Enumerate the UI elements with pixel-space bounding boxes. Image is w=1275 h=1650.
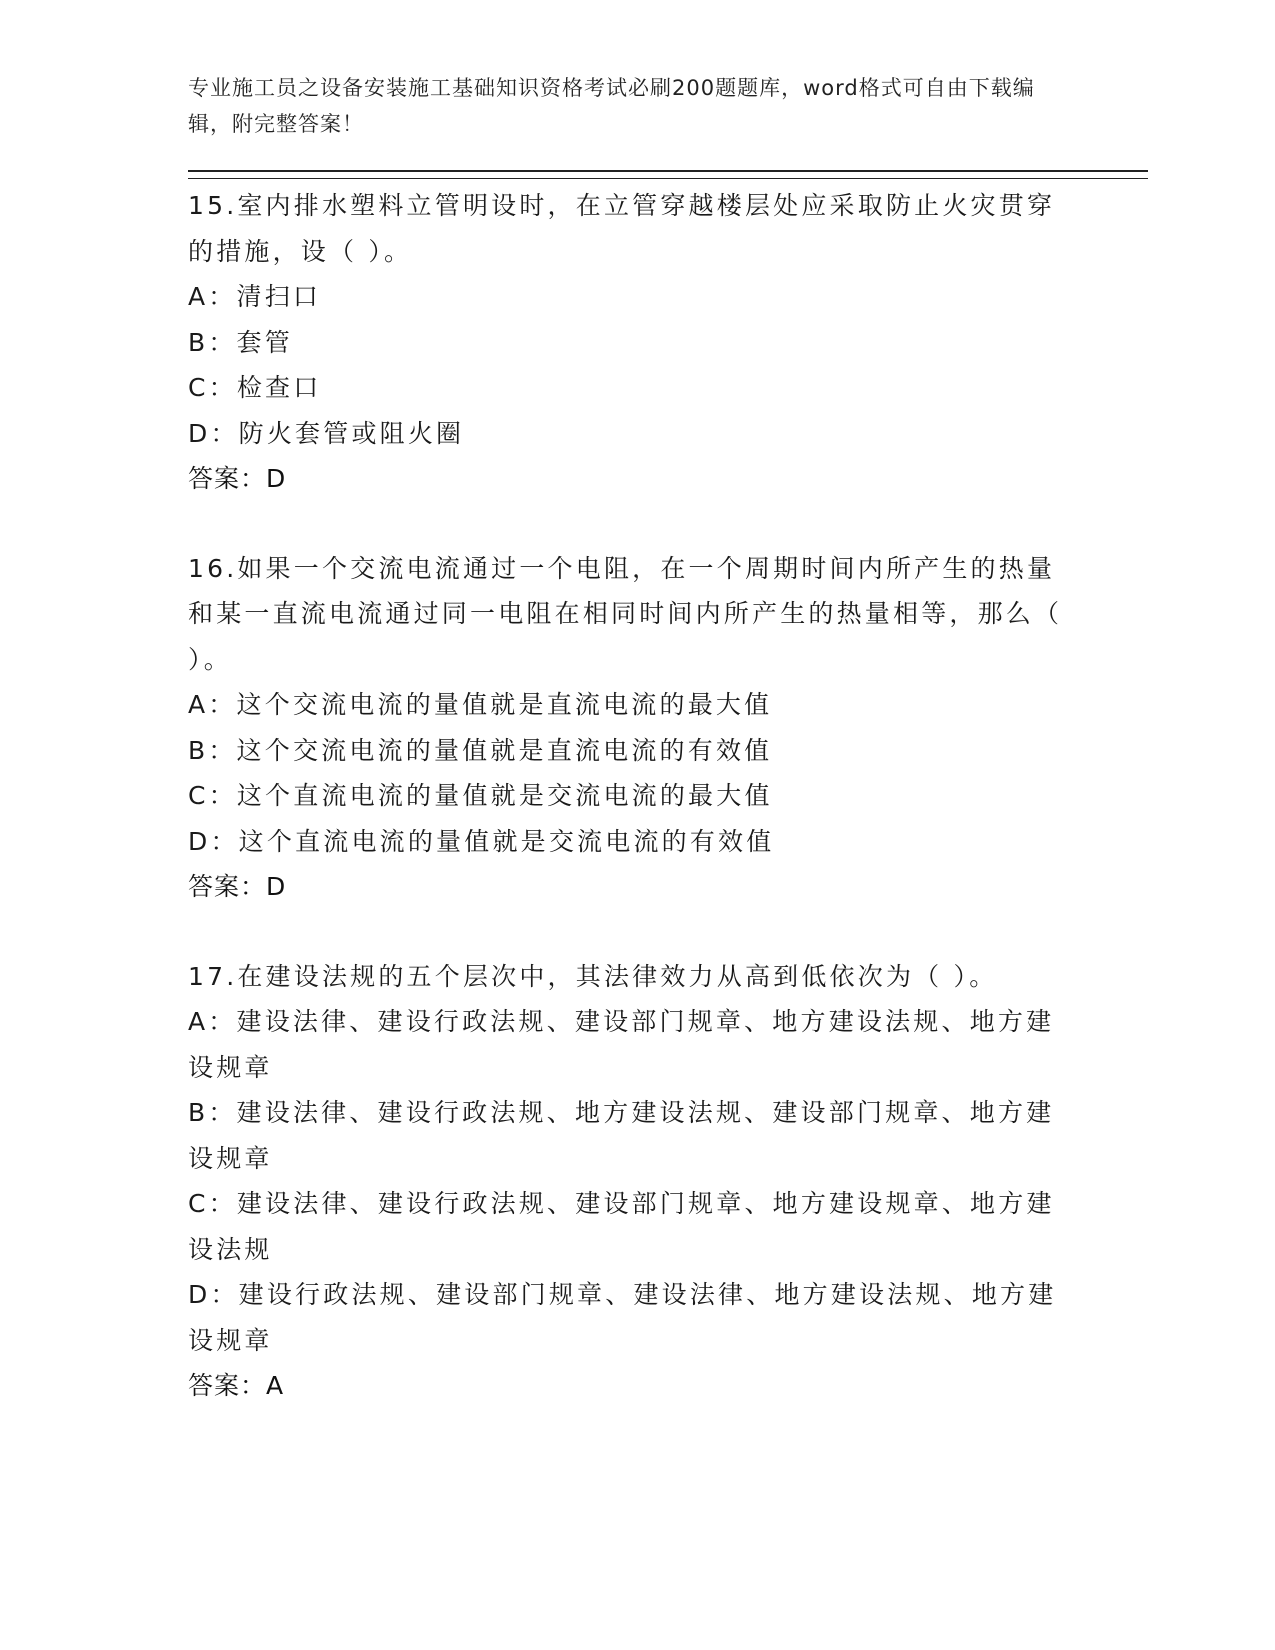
question-list	[188, 183, 1148, 1409]
option-c: C：检查口	[188, 373, 322, 402]
document-page	[188, 70, 1148, 1453]
answer-text: 答案：D	[188, 464, 287, 493]
option-d: D：这个直流电流的量值就是交流电流的有效值	[188, 826, 775, 856]
header-divider	[188, 170, 1148, 179]
option-c: C：建设法律、建设行政法规、建设部门规章、地方建设规章、地方建设法规	[188, 1189, 1055, 1264]
option-a: A：清扫口	[188, 282, 322, 311]
answer-text: 答案：D	[188, 872, 287, 901]
question-stem: 17.在建设法规的五个层次中，其法律效力从高到低依次为（ ）。	[188, 961, 998, 991]
option-a: A：这个交流电流的量值就是直流电流的最大值	[188, 690, 773, 719]
option-c: C：这个直流电流的量值就是交流电流的最大值	[188, 781, 773, 810]
question-17	[188, 954, 1148, 1409]
option-d: D：防火套管或阻火圈	[188, 418, 465, 448]
answer-text: 答案：A	[188, 1371, 285, 1400]
option-b: B：套管	[188, 327, 293, 357]
document-header: 专业施工员之设备安装施工基础知识资格考试必刷200题题库，word格式可自由下载编辑，附完整答案！	[188, 76, 1035, 136]
question-stem: 16.如果一个交流电流通过一个电阻，在一个周期时间内所产生的热量和某一直流电流通过同一电阻在相同时间内所产生的热量相等，那么（ ）。	[188, 553, 1063, 674]
option-d: D：建设行政法规、建设部门规章、建设法律、地方建设法规、地方建设规章	[188, 1280, 1057, 1355]
option-b: B：建设法律、建设行政法规、地方建设法规、建设部门规章、地方建设规章	[188, 1098, 1055, 1173]
option-b: B：这个交流电流的量值就是直流电流的有效值	[188, 735, 773, 765]
question-16	[188, 546, 1148, 910]
option-a: A：建设法律、建设行政法规、建设部门规章、地方建设法规、地方建设规章	[188, 1007, 1055, 1082]
question-15	[188, 183, 1148, 502]
question-stem: 15.室内排水塑料立管明设时，在立管穿越楼层处应采取防止火灾贯穿的措施，设（ ）。	[188, 191, 1056, 266]
